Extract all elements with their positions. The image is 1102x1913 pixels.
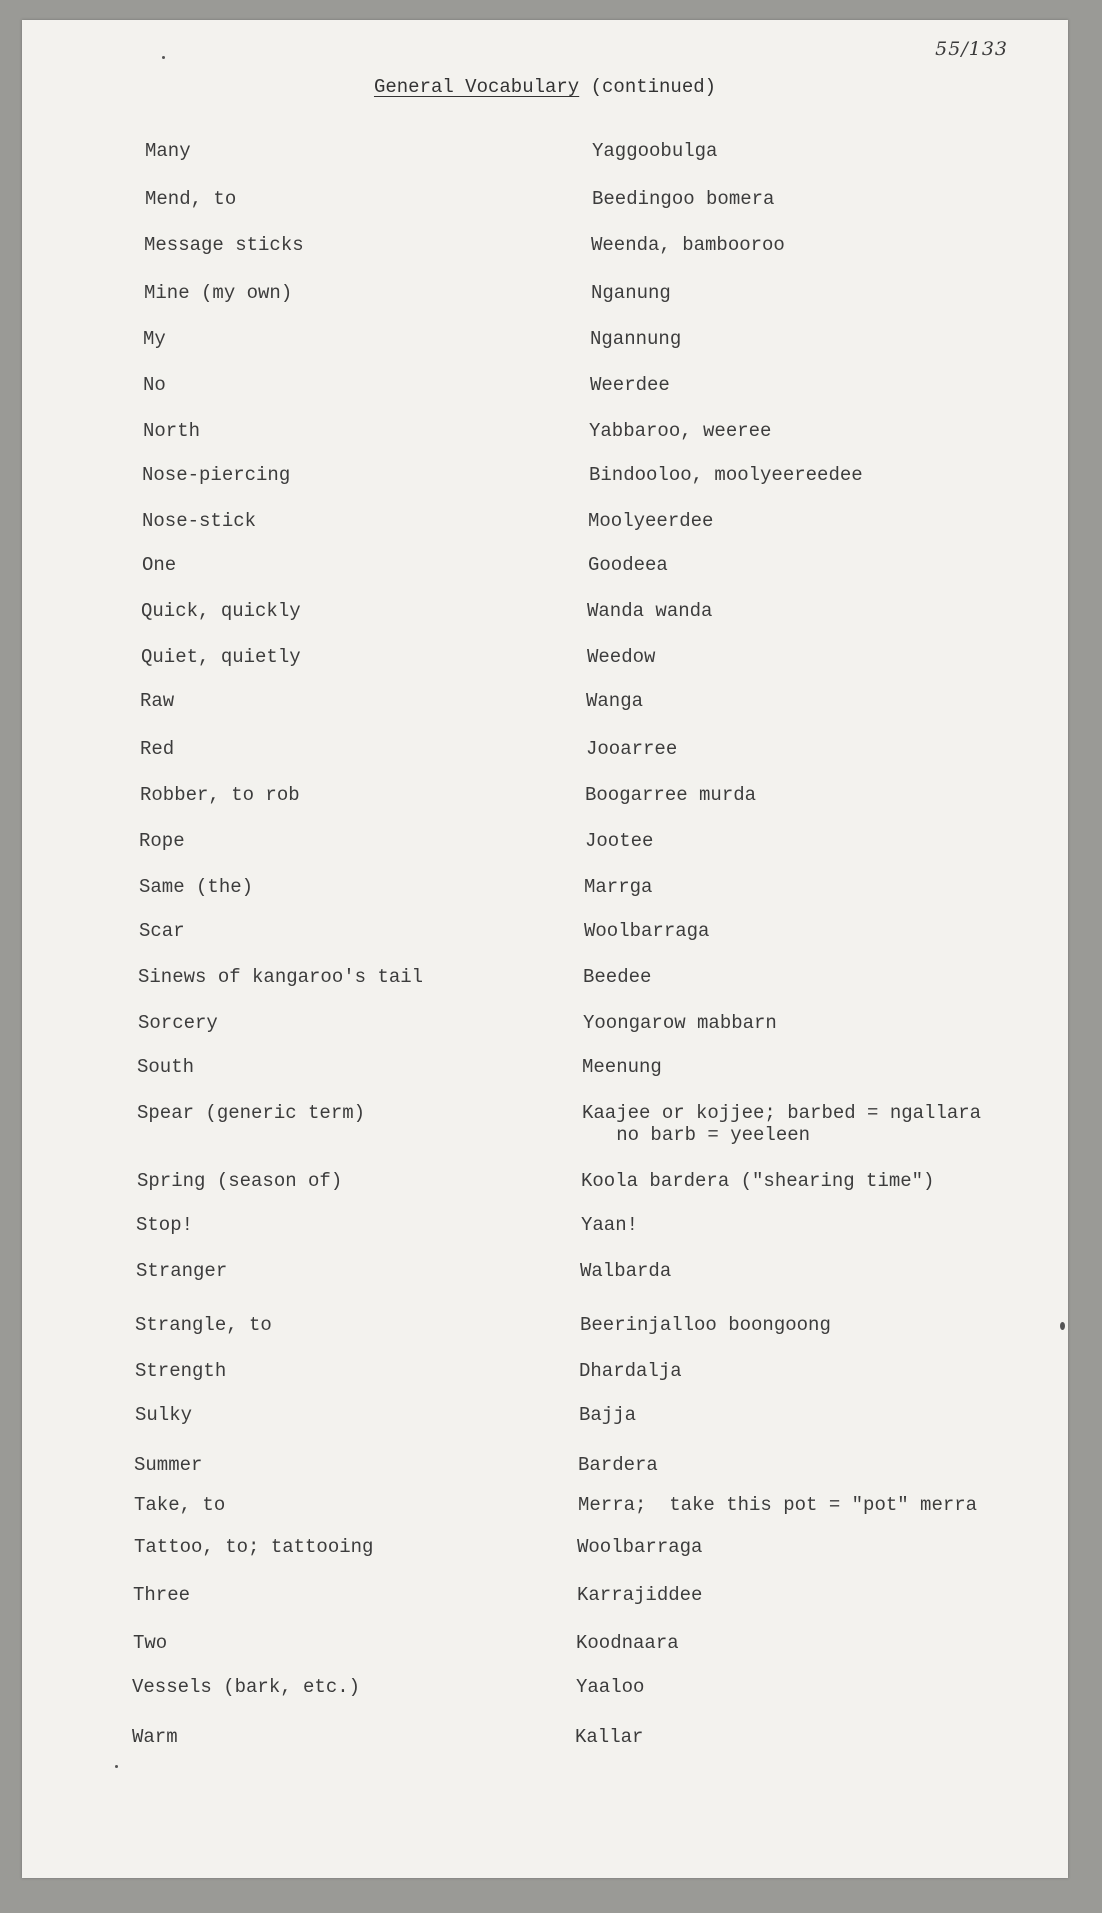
aboriginal-term: Yabbaroo, weeree (589, 420, 772, 442)
english-term: My (143, 328, 166, 350)
english-term: Vessels (bark, etc.) (132, 1676, 361, 1698)
aboriginal-term: Walbarda (580, 1260, 672, 1282)
aboriginal-term: Nganung (591, 282, 671, 304)
page-number: 55/133 (935, 38, 1008, 60)
page-title (22, 76, 1068, 98)
aboriginal-term: Jooarree (586, 738, 678, 760)
english-term: Red (140, 738, 175, 760)
aboriginal-term: Moolyeerdee (588, 510, 714, 532)
aboriginal-term: Goodeea (588, 554, 668, 576)
aboriginal-term: Ngannung (590, 328, 682, 350)
aboriginal-term: Merra; take this pot = "pot" merra (578, 1494, 978, 1516)
aboriginal-term: Beedee (583, 966, 652, 988)
english-term: South (137, 1056, 195, 1078)
aboriginal-term: Yaan! (581, 1214, 639, 1236)
aboriginal-term: Woolbarraga (584, 920, 710, 942)
aboriginal-term: Boogarree murda (585, 784, 757, 806)
document-page (22, 20, 1068, 1878)
english-term: Spring (season of) (137, 1170, 343, 1192)
aboriginal-term: Meenung (582, 1056, 662, 1078)
aboriginal-term: Jootee (585, 830, 654, 852)
english-term: Mine (my own) (144, 282, 293, 304)
paper-speck (1060, 1322, 1065, 1330)
english-term: Warm (132, 1726, 178, 1748)
english-term: Rope (139, 830, 185, 852)
english-term: Stop! (136, 1214, 194, 1236)
title-suffix: (continued) (590, 76, 717, 98)
aboriginal-term: Wanga (586, 690, 644, 712)
english-term: One (142, 554, 177, 576)
english-term: Sorcery (138, 1012, 218, 1034)
english-term: Two (133, 1632, 168, 1654)
aboriginal-term: Kallar (575, 1726, 644, 1748)
aboriginal-term: Bardera (578, 1454, 658, 1476)
aboriginal-term: Woolbarraga (577, 1536, 703, 1558)
english-term: Summer (134, 1454, 203, 1476)
english-term: Strength (135, 1360, 227, 1382)
english-term: Strangle, to (135, 1314, 272, 1336)
aboriginal-term: Yaggoobulga (592, 140, 718, 162)
english-term: Mend, to (145, 188, 237, 210)
aboriginal-term: Dhardalja (579, 1360, 682, 1382)
english-term: Nose-piercing (142, 464, 291, 486)
english-term: Nose-stick (142, 510, 257, 532)
english-term: No (143, 374, 166, 396)
english-term: Sinews of kangaroo's tail (138, 966, 424, 988)
aboriginal-term: Weedow (587, 646, 656, 668)
aboriginal-term: Bajja (579, 1404, 637, 1426)
paper-speck (162, 56, 165, 59)
english-term: Raw (140, 690, 175, 712)
english-term: Stranger (136, 1260, 228, 1282)
english-term: North (143, 420, 201, 442)
english-term: Spear (generic term) (137, 1102, 366, 1124)
title-main: General Vocabulary (373, 76, 580, 98)
english-term: Three (133, 1584, 191, 1606)
paper-speck (115, 1765, 118, 1768)
english-term: Many (145, 140, 191, 162)
aboriginal-term: Kaajee or kojjee; barbed = ngallara no barb = yeeleen (582, 1102, 982, 1146)
aboriginal-term: Wanda wanda (587, 600, 713, 622)
english-term: Quick, quickly (141, 600, 301, 622)
aboriginal-term: Karrajiddee (577, 1584, 703, 1606)
english-term: Tattoo, to; tattooing (134, 1536, 374, 1558)
english-term: Same (the) (139, 876, 254, 898)
english-term: Quiet, quietly (141, 646, 301, 668)
aboriginal-term: Koola bardera ("shearing time") (581, 1170, 935, 1192)
english-term: Robber, to rob (140, 784, 300, 806)
aboriginal-term: Beedingoo bomera (592, 188, 775, 210)
aboriginal-term: Beerinjalloo boongoong (580, 1314, 831, 1336)
aboriginal-term: Yaaloo (576, 1676, 645, 1698)
aboriginal-term: Bindooloo, moolyeereedee (589, 464, 863, 486)
aboriginal-term: Koodnaara (576, 1632, 679, 1654)
english-term: Take, to (134, 1494, 226, 1516)
english-term: Message sticks (144, 234, 304, 256)
english-term: Sulky (135, 1404, 193, 1426)
aboriginal-term: Marrga (584, 876, 653, 898)
english-term: Scar (139, 920, 185, 942)
aboriginal-term: Weenda, bambooroo (591, 234, 785, 256)
aboriginal-term: Weerdee (590, 374, 670, 396)
aboriginal-term: Yoongarow mabbarn (583, 1012, 777, 1034)
